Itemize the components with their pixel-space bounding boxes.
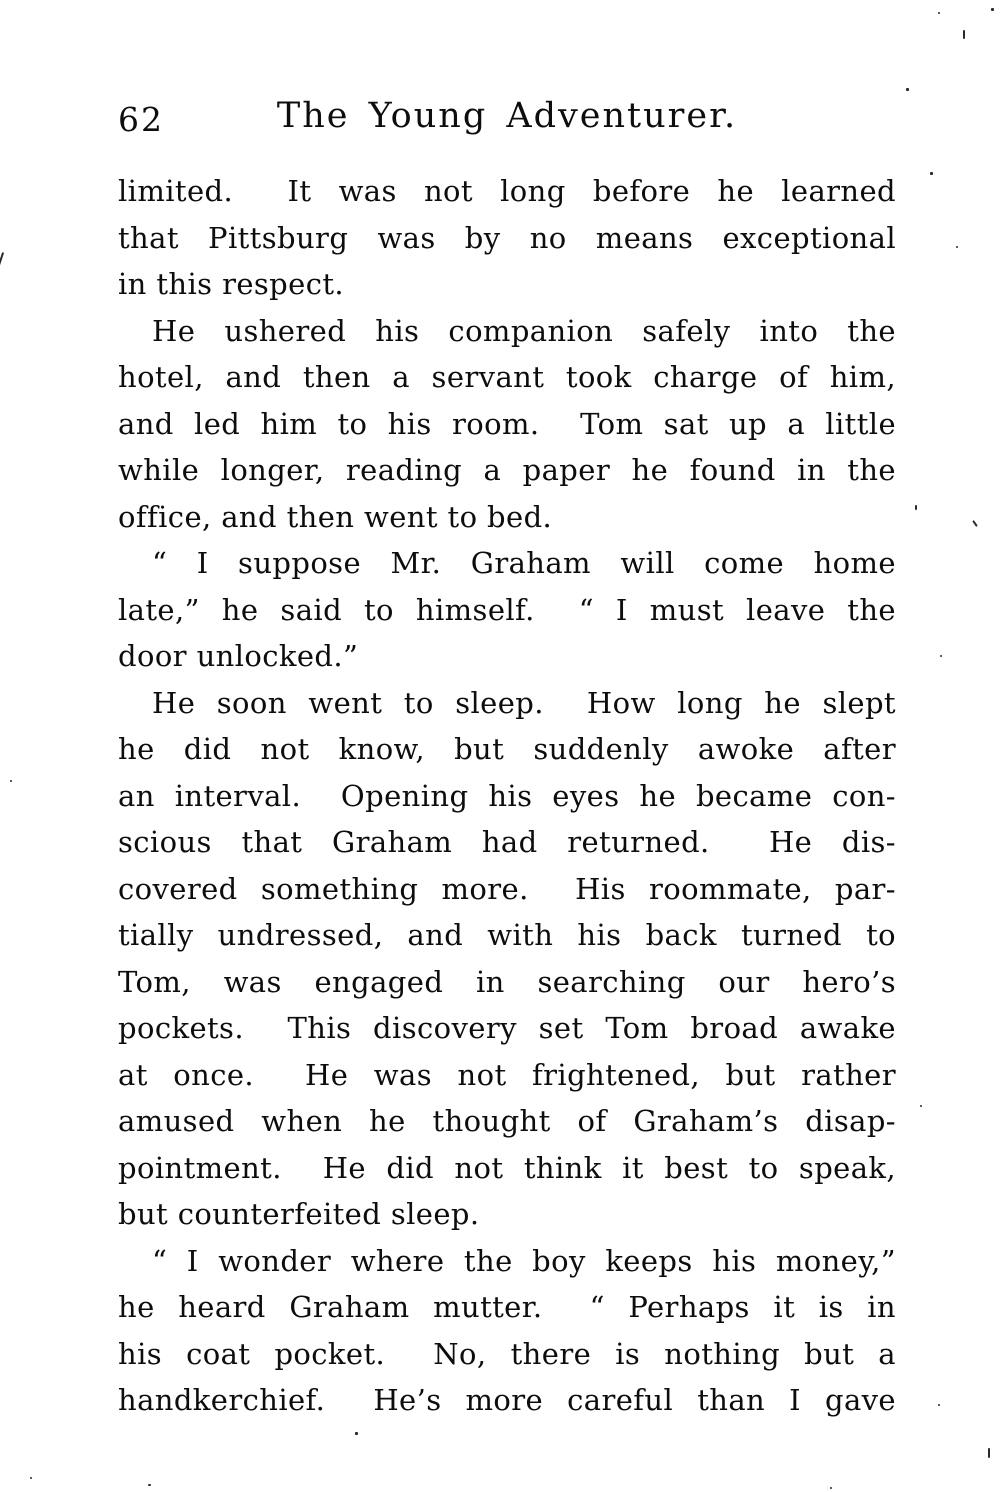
text-line: at once. He was not frightened, but rather (118, 1057, 896, 1092)
paragraph (118, 680, 896, 1238)
text-line: pockets. This discovery set Tom broad awake (118, 1011, 896, 1045)
scan-speck (963, 30, 965, 39)
text-block (118, 168, 896, 1424)
text-line: He soon went to sleep. How long he slept (152, 685, 896, 720)
text-line: an interval. Opening his eyes he became con- (118, 778, 896, 813)
text-line: that Pittsburg was by no means exceptional (118, 220, 896, 255)
scan-speck (991, 8, 994, 11)
text-line: door unlocked.” (118, 639, 359, 673)
scan-speck (938, 1404, 940, 1406)
scan-speck (906, 88, 909, 91)
paragraph (118, 1238, 896, 1424)
scan-speck (920, 1105, 922, 1107)
text-line: he heard Graham mutter. “ Perhaps it is in (118, 1290, 896, 1324)
text-line: “ I suppose Mr. Graham will come home (152, 546, 896, 580)
scan-speck (940, 655, 942, 657)
text-line: while longer, reading a paper he found in the (118, 453, 896, 487)
scan-speck (148, 1484, 151, 1486)
scan-speck (956, 246, 958, 248)
text-line: pointment. He did not think it best to speak, (118, 1150, 896, 1185)
scan-speck (30, 1477, 32, 1479)
scan-speck (988, 1448, 990, 1458)
text-line: but counterfeited sleep. (118, 1197, 480, 1231)
scan-speck (355, 1432, 358, 1435)
text-line: “ I wonder where the boy keeps his money,” (152, 1243, 896, 1278)
text-line: late,” he said to himself. “ I must leave the (118, 592, 896, 627)
page-number: 62 (118, 100, 164, 139)
scan-speck (915, 505, 917, 510)
text-line: handkerchief. He’s more careful than I gave (118, 1383, 896, 1417)
scan-speck (830, 1487, 832, 1489)
text-line: in this respect. (118, 267, 345, 301)
text-line: hotel, and then a servant took charge of him, (118, 360, 896, 394)
scan-speck (938, 12, 940, 14)
text-line: scious that Graham had returned. He dis- (118, 825, 896, 859)
text-line: Tom, was engaged in searching our hero’s (118, 964, 896, 999)
page-header (118, 96, 896, 144)
text-line: he did not know, but suddenly awoke after (118, 732, 896, 766)
text-line: tially undressed, and with his back turned to (118, 918, 896, 952)
running-title: The Young Adventurer. (276, 96, 738, 136)
text-line: limited. It was not long before he learned (118, 174, 896, 208)
text-line: his coat pocket. No, there is nothing but a (118, 1336, 896, 1371)
text-line: He ushered his companion safely into the (152, 313, 896, 348)
text-line: office, and then went to bed. (118, 499, 553, 534)
paragraph (118, 168, 896, 308)
scan-speck (972, 520, 978, 527)
text-line: amused when he thought of Graham’s disap- (118, 1104, 896, 1138)
scan-speck (10, 780, 12, 782)
paragraph (118, 308, 896, 541)
text-line: covered something more. His roommate, par- (118, 871, 896, 906)
text-line: and led him to his room. Tom sat up a little (118, 406, 896, 441)
scan-speck (930, 172, 933, 175)
scan-speck (0, 252, 4, 266)
paragraph (118, 540, 896, 680)
